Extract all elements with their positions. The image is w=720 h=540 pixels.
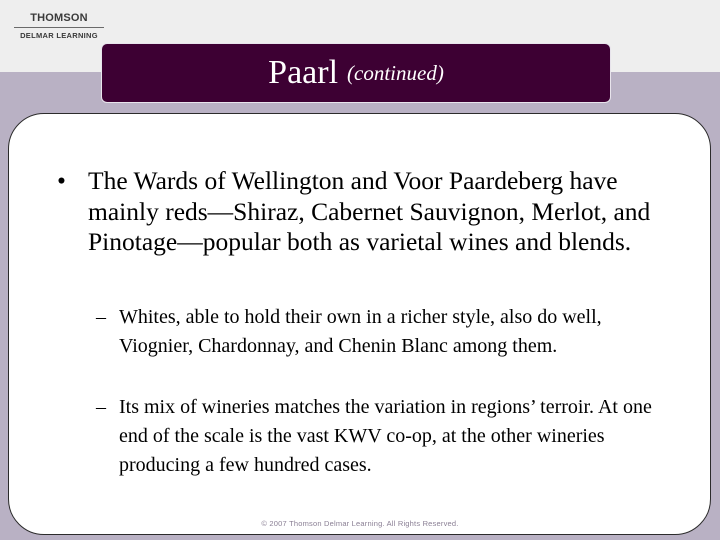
bullet-marker: • [57,166,66,195]
logo-text-thomson: THOMSON [30,12,88,24]
logo-text-delmar: DELMAR LEARNING [20,31,98,40]
bullet-text: The Wards of Wellington and Voor Paardeberg have mainly reds—Shiraz, Cabernet Sauvignon, Merlot, and Pinotage—popular both as varietal wines and blends. [88,166,651,256]
sub-bullet-marker: – [96,396,106,418]
sub-bullet-item [96,393,666,480]
sub-bullet-text: Its mix of wineries matches the variation in regions’ terroir. At one end of the scale is the vast KWV co-op, at the other wineries producing a few hundred cases. [119,396,652,476]
logo-divider [14,27,104,28]
copyright-footer: © 2007 Thomson Delmar Learning. All Rights Reserved. [261,519,459,528]
sub-bullet-item [96,303,666,361]
sub-bullet-marker: – [96,306,106,328]
publisher-logo [8,12,110,40]
slide-title-bar [102,44,610,102]
slide-title-suffix: (continued) [347,60,444,85]
slide-title: Paarl [268,54,339,91]
bullet-item [57,166,657,258]
sub-bullet-text: Whites, able to hold their own in a richer style, also do well, Viognier, Chardonnay, and Chenin Blanc among them. [119,306,602,357]
